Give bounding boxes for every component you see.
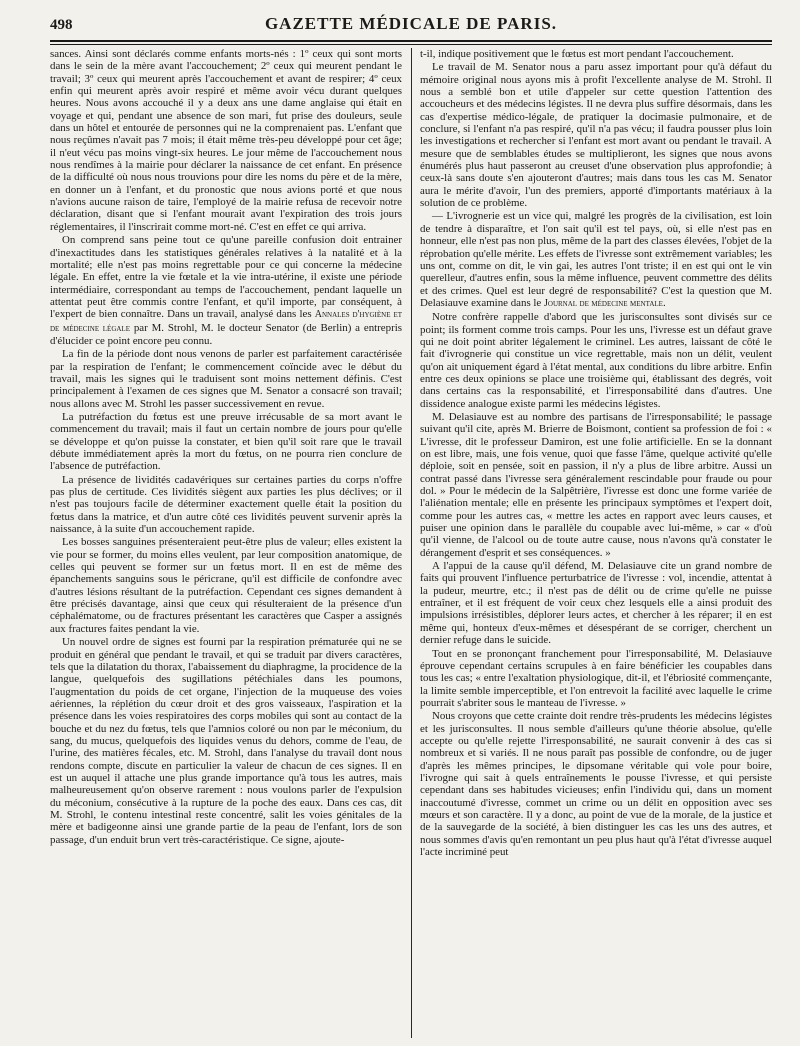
paragraph: Un nouvel ordre de signes est fourni par la respiration prématurée qui ne se produit en général que pendant le travail, et qui se traduit par divers caractères, tels que la dilatation du thorax, l'abaissement du diaphragme, la procidence de la langue, quelquefois des sugillations pétéchiales dans les poumons, l'augmentation du poids de cet organe, l'injection de la muqueuse des voies aériennes, la réplétion du cœur droit et des gros vaisseaux, l'aspiration et la présence dans les voies respiratoires des corps mobiles qui sont au contact de la bouche et du nez du fœtus, tels que l'amnios coloré ou non par le méconium, du sang, du mucus, quelquefois des liquides venus du dehors, comme de l'eau, de l'urine, des matières fécales, etc. M. Strohl, dans l'analyse du travail dont nous rendons compte, discute en particulier la valeur de chacun de ces signes. Il en est un auquel il attache une plus grande importance qu'à tous les autres, mais malheureusement qu'on observe rarement : nous voulons parler de l'expulsion du méconium, consécutive à la rupture de la poche des eaux. Dans ces cas, dit M. Strohl, le contenu intestinal reste concentré, salit les voies génitales de la mère et badigeonne ainsi une grande partie de la peau de l'enfant, lors de son passage, d'un enduit brun vert très-caractéristique. Ce signe, ajoute-	[50, 636, 402, 846]
paragraph: A l'appui de la cause qu'il défend, M. Delasiauve cite un grand nombre de faits qui prouvent l'influence perturbatrice de l'ivresse : vol, incendie, attentat à la pudeur, meurtre, etc.; il n'est pas de délit ou de crime qu'elle ne puisse entraîner, et il est fréquent de voir ceux chez lesquels elle a ainsi produit des impulsions irrésistibles, déplorer leurs actes, et chercher à les réparer; il en est même qui, honteux d'eux-mêmes et désespérant de se corriger, cherchent un dernier refuge dans le suicide.	[420, 560, 772, 647]
paragraph-text: On comprend sans peine tout ce qu'une pareille confusion doit entrainer d'inexactitudes dans les statistiques générales relatives à la natalité et à la mortalité; elle n'est pas moins regrettable pour ce qui concerne la médecine légale. En effet, entre la vie fœtale et la vie intra-utérine, il existe une période intermédiaire, correspondant au temps de l'accouchement, pendant laquelle un attentat peut être commis contre l'enfant, et qu'il importe, par conséquent, à l'expert de bien connaître. Dans un travail, analysé dans les	[50, 234, 402, 321]
paragraph: Le travail de M. Senator nous a paru assez important pour qu'à défaut du mémoire original nous ayons mis à profit l'excellente analyse de M. Strohl. Il nous a semblé bon et utile d'appeler sur cette question l'attention des accoucheurs et des médecins légistes. Il ne devra plus suffire désormais, dans les cas d'expertise médico-légale, de pratiquer la docimasie pulmonaire, et de conclure, si l'enfant n'a pas respiré, qu'il n'a pas vécu; il faudra pousser plus loin les investigations et rechercher si l'enfant est mort avant ou pendant le travail. A mesure que de semblables études se multiplieront, les signes que nous avons énumérés plus haut passeront au creuset d'une observation plus approfondie; à ceux-là sans doute s'en ajouteront d'autres; mais dans tous les cas M. Senator aura le mérite d'avoir, l'un des premiers, apporté d'importants matériaux à la solution de ce problème.	[420, 61, 772, 210]
paragraph-text: par M. Strohl, M. le docteur Senator (de Berlin) a entrepris d'élucider ce point encore peu connu.	[50, 321, 402, 347]
page-number: 498	[50, 17, 73, 33]
paragraph-text: — L'ivrognerie est un vice qui, malgré les progrès de la civilisation, est loin de tendre à disparaître, et l'on sait qu'il est tel pays, où, si elle n'est pas en honneur, elle n'est pas non plus, même de la part des classes élevées, l'objet de la réprobation qu'elle mérite. Les effets de l'ivresse sont extrêmement variables; les uns ont, comme on dit, le vin gai, les autres l'ont triste; il en est qui ont le vin querelleur, d'autres enfin, sous la même influence, peuvent commettre des délits et des crimes. Quel est leur degré de responsabilité? C'est la question que M. Delasiauve examine dans le	[420, 210, 772, 309]
paragraph: sances. Ainsi sont déclarés comme enfants morts-nés : 1º ceux qui sont morts dans le sein de la mère avant l'accouchement; 2º ceux qui meurent pendant le travail; 3º ceux qui meurent après l'accouchement et avant de respirer; 4º ceux enfin qui meurent après avoir respiré et même avoir vécu durant quelques heures. Nous avons accouché il y a deux ans une dame anglaise qui était en voyage et qui, pendant une absence de son mari, fut prise des douleurs, seule dans un hôtel et entourée de personnes qui ne la comprenaient pas. L'enfant que nous reçûmes n'avait pas 7 mois; il était même très-peu développé pour cet âge; il n'eut vécu pas moins vingt-six heures. Le jour même de l'accouchement nous nous rendîmes à la mairie pour déclarer la naissance de cet enfant. En présence de la difficulté où nous nous trouvions pour dire les noms du père et de la mère, en donner un à l'enfant, et du pronostic que nous avions porté et que nous n'avions aucune raison de taire, l'employé de la mairie refusa de recevoir notre déclaration, disant que si l'enfant mourait avant l'expiration des trois jours réglementaires, il l'inscrirait comme mort-né. C'est en effet ce qui arriva.	[50, 48, 402, 233]
paragraph: Nous croyons que cette crainte doit rendre très-prudents les médecins légistes et les jurisconsultes. Il nous semble d'ailleurs qu'une théorie absolue, qu'elle accepte ou qu'elle rejette l'irresponsabilité, ne saurait convenir à des cas si nombreux et si variés. Il ne nous paraît pas possible de confondre, ou de juger d'après les mêmes principes, le dipsomane véritable qui vole pour boire, l'ivrogne qui sait à quels entraînements le pousse l'ivresse, et qui persiste cependant dans ses habitudes vicieuses; enfin l'individu qui, dans un moment inaccoutumé d'ivresse, commet un crime ou un délit en opposition avec ses mœurs et son caractère. Il y a donc, au point de vue de la morale, de la justice et de la sauvegarde de la société, à bien distinguer les cas les uns des autres, et nous sommes d'avis qu'en remontant un peu plus haut qu'à l'état d'ivresse auquel l'acte incriminé peut	[420, 710, 772, 858]
paragraph-text: .	[662, 296, 666, 309]
journal-reference: Annales d'hygiène et de médecine légale	[50, 309, 402, 334]
paragraph: Notre confrère rappelle d'abord que les jurisconsultes sont divisés sur ce point; ils forment comme trois camps. Pour les uns, l'ivresse est un défaut grave qui ne doit point abriter légalement le criminel. Les autres, laissant de côté le fait d'ivrognerie qui constitue un vice regrettable, mais non un délit, veulent qu'on ait uniquement égard à l'état mental, aux conditions du libre arbitre. Enfin entre ces deux opinions se place une troisième qui, établissant des degrés, voit dans certains cas la responsabilité, et l'irresponsabilité dans d'autres. Une dissidence analogue existe parmi les médecins légistes.	[420, 311, 772, 410]
paragraph: La fin de la période dont nous venons de parler est parfaitement caractérisée par la respiration de l'enfant; le commencement coïncide avec le début du travail, mais les signes qui le traduisent sont moins nettement définis. C'est principalement à l'examen de ces signes que M. Senator a consacré son travail; nous allons avec M. Strohl les passer successivement en revue.	[50, 348, 402, 410]
paragraph	[420, 210, 772, 310]
article-columns	[50, 48, 772, 1038]
paragraph: La putréfaction du fœtus est une preuve irrécusable de sa mort avant le commencement du travail; mais il faut un certain nombre de jours pour qu'elle se développe et qu'on puisse la constater, et bien qu'il soit rare que le travail débute immédiatement après la mort du fœtus, on ne pourra rien conclure de l'absence de putréfaction.	[50, 410, 402, 473]
paragraph: La présence de lividités cadavériques sur certaines parties du corps n'offre pas plus de certitude. Ces lividités siègent aux parties les plus déclives; or il n'est pas toujours facile de déterminer exactement quelle était la position du fœtus dans la matrice, et d'un autre côté ces lividités peuvent survenir après la naissance, à la suite d'un accouchement rapide.	[50, 473, 402, 536]
right-column	[420, 48, 772, 1038]
paragraph: M. Delasiauve est au nombre des partisans de l'irresponsabilité; le passage suivant qu'il cite, après M. Brierre de Boismont, contient sa profession de foi : « L'ivresse, dit le professeur Damiron, est une folie artificielle. En se la donnant on est libre, mais, une fois venue, quoi que fasse l'âme, quelque activité qu'elle déploie, soit en pensée, soit en passion, il n'y a plus de libre arbitre. Aussi un contrat passé dans l'ivresse sera généralement rescindable pour fraude ou pour dol. » Pour le médecin de la Salpêtrière, l'ivresse est donc une forme variée de l'aliénation mentale; elle en présente les principaux symptômes et l'expert doit, comme pour les autres cas, « mettre les actes en rapport avec leurs causes, et puiser une opinion dans le parallèle du coupable avec lui-même, » car « d'où qu'il vienne, de l'alcool ou de toute autre cause, nous n'avons qu'à constater le dérangement d'esprit et ses conséquences. »	[420, 410, 772, 559]
paragraph: Les bosses sanguines présenteraient peut-être plus de valeur; elles existent la vie pour se former, du moins elles veulent, par leur composition anatomique, de celles qui peuvent se former sur un fœtus mort. Il en est de même des épanchements sanguins sous le péricrane, qu'il est difficile de confondre avec d'autres lésions résultant de la putréfaction. Cependant ces signes demandent à être précisés davantage, ainsi que ceux qui résulteraient de la présence d'un céphalématome, ou de fractures présentant les caractères que Casper a assignés aux fractures faites pendant la vie.	[50, 536, 402, 635]
header-rule	[50, 40, 772, 45]
journal-title: GAZETTE MÉDICALE DE PARIS.	[264, 14, 558, 33]
paragraph	[50, 234, 402, 347]
journal-reference: Journal de médecine mentale	[544, 297, 663, 309]
left-column	[50, 48, 402, 1038]
paragraph: t-il, indique positivement que le fœtus est mort pendant l'accouchement.	[420, 48, 734, 60]
column-divider	[411, 48, 412, 1038]
paragraph: Tout en se prononçant franchement pour l'irresponsabilité, M. Delasiauve éprouve cependant certains scrupules à en faire bénéficier les coupables dans tous les cas; « entre l'exaltation physiologique, dit-il, et l'ébriosité commençante, la limite semble imperceptible, et l'on entrevoit la facilité avec laquelle le crime pourrait s'abriter sous le manteau de l'ivresse. »	[420, 647, 772, 709]
page-header	[50, 14, 772, 38]
